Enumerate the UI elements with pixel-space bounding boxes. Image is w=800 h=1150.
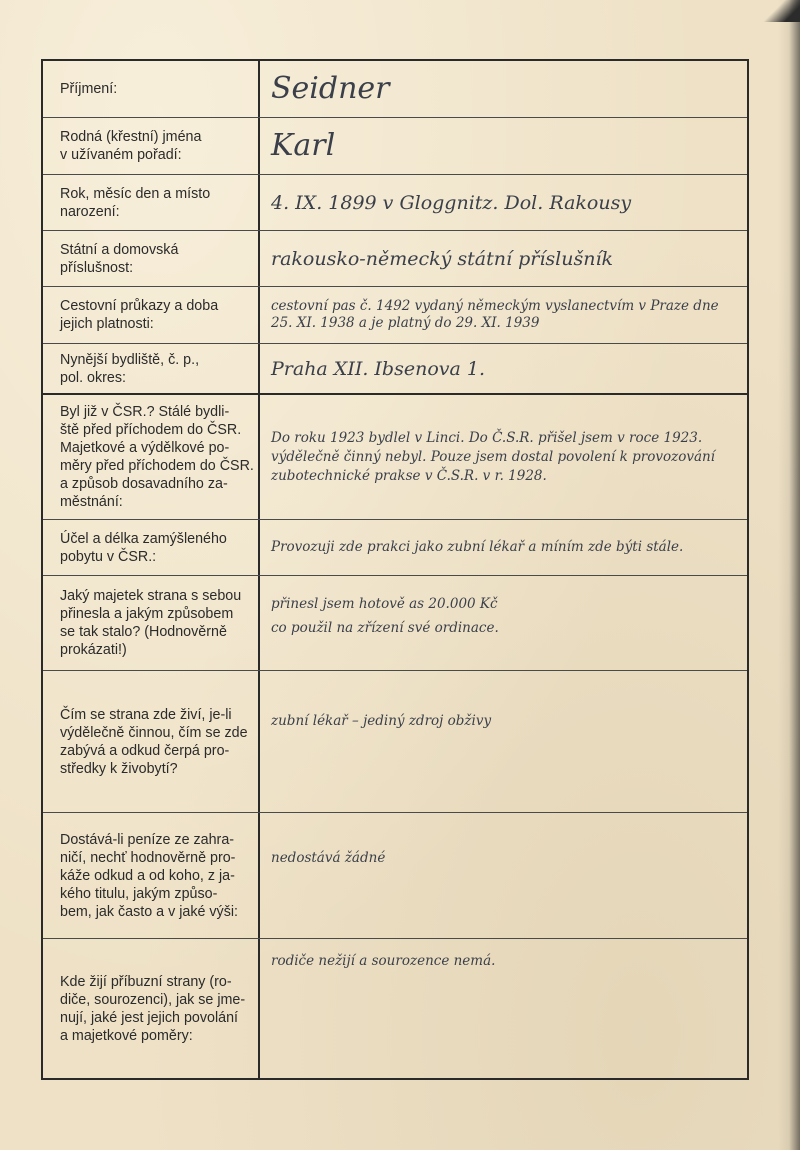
answer-residence: Praha XII. Ibsenova 1. [271, 357, 485, 380]
row-birth [43, 175, 747, 231]
row-given-names [43, 118, 747, 175]
answer-given-names: Karl [271, 128, 336, 163]
row-property [43, 576, 747, 671]
label-citizenship: Státní a domovská příslušnost: [60, 241, 179, 276]
answer-livelihood: zubní lékař – jediný zdroj obživy [271, 712, 492, 729]
answer-birth: 4. IX. 1899 v Gloggnitz. Dol. Rakousy [271, 191, 632, 214]
page-edge-shadow [778, 0, 800, 1150]
row-foreign-money [43, 813, 747, 939]
label-passports: Cestovní průkazy a doba jejich platnosti: [60, 298, 219, 332]
label-residence: Nynější bydliště, č. p., pol. okres: [60, 351, 200, 386]
page-corner-shadow [760, 0, 800, 22]
label-birth: Rok, měsíc den a místo narození: [60, 185, 211, 220]
row-citizenship [43, 231, 747, 287]
label-relatives: Kde žijí příbuzní strany (ro- diče, sourozenci), jak se jme- nují, jaké jest jejich povolání a majetkové poměry: [60, 973, 246, 1044]
label-previous-stay: Byl již v ČSR.? Stálé bydli- ště před příchodem do ČSR. Majetkové a výdělkové po- měry před příchodem do ČSR. a způsob dosavadního za- městnání: [60, 404, 254, 510]
label-purpose: Účel a délka zamýšleného pobytu v ČSR.: [60, 530, 227, 565]
row-residence [43, 344, 747, 395]
label-given-names: Rodná (křestní) jména v užívaném pořadí: [60, 129, 202, 163]
answer-citizenship: rakousko-německý státní příslušník [271, 247, 614, 270]
answer-foreign-money: nedostává žádné [271, 849, 386, 866]
label-livelihood: Čím se strana zde živí, je-li výdělečně činnou, čím se zde zabývá a odkud čerpá pro- středky k živobytí? [60, 706, 248, 777]
answer-property: přinesl jsem hotově as 20.000 Kč co použil na zřízení své ordinace. [271, 596, 499, 636]
row-passports [43, 287, 747, 344]
row-livelihood [43, 671, 747, 813]
row-relatives [43, 939, 747, 1078]
row-purpose [43, 520, 747, 576]
label-foreign-money: Dostává-li peníze ze zahra- ničí, nechť hodnověrně pro- káže odkud a od koho, z ja- kého titulu, jakým způso- bem, jak často a v jaké výši: [60, 831, 238, 920]
questionnaire-form [41, 59, 749, 1080]
row-surname [43, 61, 747, 118]
answer-surname: Seidner [271, 71, 390, 106]
label-property: Jaký majetek strana s sebou přinesla a jakým způsobem se tak stalo? (Hodnověrně prokázati!) [60, 588, 242, 658]
answer-relatives: rodiče nežijí a sourozence nemá. [271, 952, 496, 969]
answer-passports: cestovní pas č. 1492 vydaný německým vyslanectvím v Praze dne 25. XI. 1938 a je platný do 29. XI. 1939 [271, 298, 719, 331]
answer-previous-stay: Do roku 1923 bydlel v Linci. Do Č.S.R. přišel jsem v roce 1923. výdělečně činný nebyl. Pouze jsem dostal povolení k provozování zubotechnické prakse v Č.S.R. v r. 1928. [271, 429, 716, 484]
label-surname: Příjmení: [60, 81, 118, 97]
row-previous-stay [43, 395, 747, 520]
answer-purpose: Provozuji zde prakci jako zubní lékař a míním zde býti stále. [271, 539, 684, 555]
